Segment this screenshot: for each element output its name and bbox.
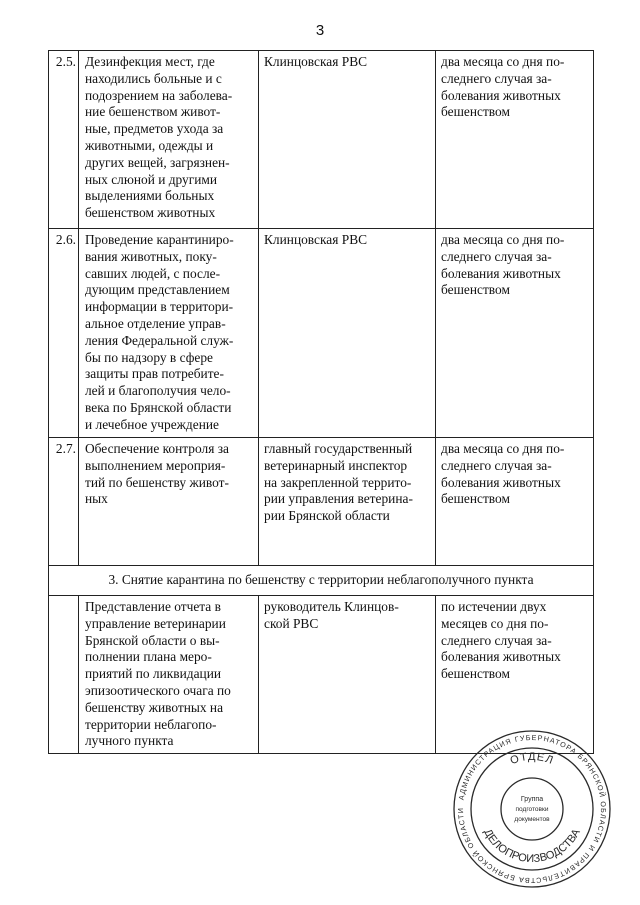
stamp-center-line: документов <box>514 816 550 823</box>
deadline-cell: два месяца со дня по- следнего случая за- болевания животных бешенством <box>436 438 594 566</box>
action-cell: Обеспечение контроля за выполнением мероприя- тий по бешенству живот- ных <box>79 438 259 566</box>
row-number: 2.6. <box>49 229 79 438</box>
table-row <box>49 51 594 229</box>
row-number: 2.7. <box>49 438 79 566</box>
deadline-cell: два месяца со дня по- следнего случая за- болевания животных бешенством <box>436 229 594 438</box>
stamp-center-line: Группа <box>520 796 544 803</box>
page-number: 3 <box>315 22 325 39</box>
section-header-row <box>49 566 594 596</box>
stamp-center-line: подготовки <box>515 806 549 813</box>
action-cell: Дезинфекция мест, где находились больные и с подозрением на заболева- ние бешенством живот- ные, предметов ухода за животными, одежды и других вещей, загрязнен- ных слюной и другими выделениями больных бешенством животных <box>79 51 259 229</box>
stamp-outer-text: АДМИНИСТРАЦИЯ ГУБЕРНАТОРА БРЯНСКОЙ ОБЛАСТИ И ПРАВИТЕЛЬСТВА БРЯНСКОЙ ОБЛАСТИ <box>455 732 609 886</box>
responsible-cell: Клинцовская РВС <box>259 51 436 229</box>
table-row <box>49 438 594 566</box>
stamp-inner-bottom: ДЕЛОПРОИЗВОДСТВА <box>481 827 583 866</box>
stamp-inner-top: ОТДЕЛ <box>508 750 556 768</box>
responsible-cell: руководитель Клинцов- ской РВС <box>259 596 436 754</box>
measures-table <box>48 50 594 754</box>
stamp-seal <box>452 729 612 889</box>
office-stamp <box>452 729 612 889</box>
table-row <box>49 229 594 438</box>
section-title: 3. Снятие карантина по бешенству с территории неблагополучного пункта <box>49 566 594 596</box>
deadline-cell: по истечении двух месяцев со дня по- следнего случая за- болевания животных бешенством <box>436 596 594 754</box>
row-number: 2.5. <box>49 51 79 229</box>
responsible-cell: главный государственный ветеринарный инспектор на закрепленной террито- рии управления ветерина- рии Брянской области <box>259 438 436 566</box>
row-number <box>49 596 79 754</box>
action-cell: Проведение карантиниро- вания животных, поку- савших людей, с после- дующим представлением информации в территори- альное отделение управ- ления Федеральной служ- бы по надзору в сфере защиты прав потребите- лей и благополучия чело- века по Брянской области и лечебное учреждение <box>79 229 259 438</box>
deadline-cell: два месяца со дня по- следнего случая за- болевания животных бешенством <box>436 51 594 229</box>
responsible-cell: Клинцовская РВС <box>259 229 436 438</box>
action-cell: Представление отчета в управление ветеринарии Брянской области о вы- полнении плана меро- приятий по ликвидации эпизоотического очага по бешенству животных на территории неблагопо- лучного пункта <box>79 596 259 754</box>
